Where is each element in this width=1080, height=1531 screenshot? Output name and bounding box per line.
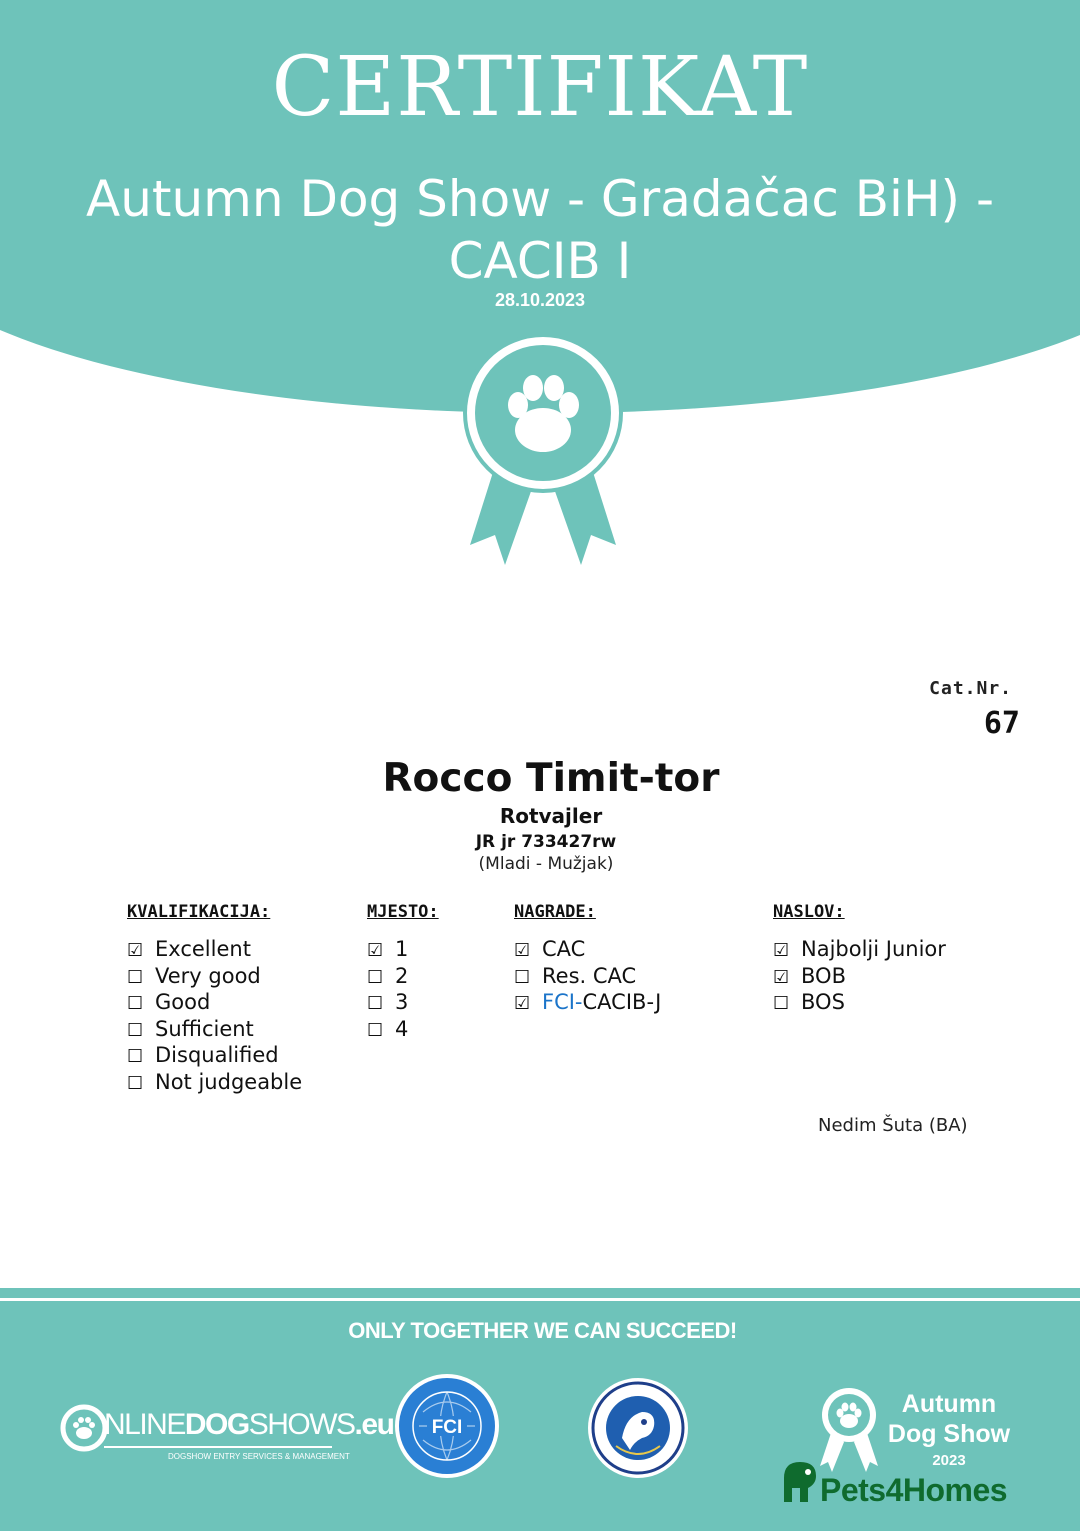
- option-place-1: ☑ 1: [367, 936, 439, 963]
- pets4homes-watermark-icon: [782, 1458, 820, 1504]
- option-sufficient: ☐ Sufficient: [127, 1016, 302, 1043]
- checkbox-empty-icon: ☐: [127, 993, 144, 1015]
- checkbox-checked-icon: ☑: [773, 966, 790, 988]
- pets4homes-watermark: Pets4Homes: [820, 1472, 1008, 1508]
- checkbox-empty-icon: ☐: [127, 966, 144, 988]
- dog-registration: JR jr 733427rw: [475, 832, 617, 852]
- autumn-dog-show-rosette-icon: [818, 1386, 880, 1474]
- judge-name: Nedim Šuta (BA): [818, 1115, 968, 1136]
- naslov-heading: NASLOV:: [773, 902, 845, 922]
- option-bos: ☐ BOS: [773, 989, 946, 1016]
- bosanski-kinoloski-savez-logo-icon: [586, 1376, 690, 1480]
- checkbox-empty-icon: ☐: [773, 993, 790, 1015]
- footer-slogan: ONLY TOGETHER WE CAN SUCCEED!: [348, 1318, 737, 1343]
- autumn-dog-show-logo-year: 2023: [932, 1452, 966, 1469]
- checkbox-checked-icon: ☑: [367, 940, 384, 961]
- nagrade-section: [514, 902, 661, 1016]
- autumn-dog-show-logo-line1: Autumn: [901, 1390, 997, 1418]
- onlinedogshows-tagline: DOGSHOW ENTRY SERVICES & MANAGEMENT: [168, 1452, 350, 1461]
- onlinedogshows-logo-icon: [60, 1400, 108, 1456]
- checkbox-empty-icon: ☐: [127, 1019, 144, 1041]
- checkbox-empty-icon: ☐: [367, 1019, 384, 1041]
- event-name-line2: CACIB I: [448, 232, 632, 290]
- checkbox-empty-icon: ☐: [367, 966, 384, 988]
- checkbox-checked-icon: ☑: [127, 940, 144, 961]
- option-res-cac: ☐ Res. CAC: [514, 963, 661, 990]
- naslov-section: [773, 902, 946, 1016]
- checkbox-empty-icon: ☐: [514, 966, 531, 988]
- option-not-judgeable: ☐ Not judgeable: [127, 1069, 302, 1096]
- kvalifikacija-section: [127, 902, 302, 1096]
- checkbox-checked-icon: ☑: [773, 940, 790, 961]
- checkbox-empty-icon: ☐: [367, 993, 384, 1015]
- svg-text:FCI: FCI: [431, 1417, 463, 1438]
- option-najbolji-junior: ☑ Najbolji Junior: [773, 936, 946, 963]
- checkbox-empty-icon: ☐: [127, 1046, 144, 1068]
- award-rosette-icon: [460, 330, 626, 575]
- option-good: ☐ Good: [127, 989, 302, 1016]
- fci-link[interactable]: FCI-: [542, 990, 583, 1015]
- fci-logo-icon: [393, 1372, 501, 1480]
- option-fci-cacib-j: ☑ FCI-CACIB-J: [514, 989, 661, 1016]
- autumn-dog-show-logo-line2: Dog Show: [887, 1420, 1011, 1448]
- checkbox-empty-icon: ☐: [127, 1072, 144, 1094]
- footer-divider: [0, 1298, 1080, 1301]
- dog-class: (Mladi - Mužjak): [478, 854, 614, 874]
- mjesto-section: [367, 902, 439, 1042]
- option-place-2: ☐ 2: [367, 963, 439, 990]
- event-date: 28.10.2023: [494, 290, 586, 310]
- event-name: [40, 168, 1040, 292]
- mjesto-heading: MJESTO:: [367, 902, 439, 922]
- catalog-number: 67: [983, 706, 1020, 741]
- option-place-4: ☐ 4: [367, 1016, 439, 1043]
- option-disqualified: ☐ Disqualified: [127, 1042, 302, 1069]
- kvalifikacija-heading: KVALIFIKACIJA:: [127, 902, 271, 922]
- catalog-number-label: Cat.Nr.: [929, 678, 1012, 699]
- checkbox-checked-icon: ☑: [514, 993, 531, 1015]
- nagrade-heading: NAGRADE:: [514, 902, 596, 922]
- option-cac: ☑ CAC: [514, 936, 661, 963]
- checkbox-checked-icon: ☑: [514, 940, 531, 961]
- dog-name: Rocco Timit-tor: [382, 756, 720, 801]
- event-name-line1: Autumn Dog Show - Gradačac BiH) -: [85, 170, 994, 228]
- dog-breed: Rotvajler: [499, 804, 603, 828]
- option-excellent: ☑ Excellent: [127, 936, 302, 963]
- certificate-title: CERTIFIKAT: [271, 40, 809, 135]
- onlinedogshows-logo-text: NLINEDOGSHOWS.eu: [104, 1408, 394, 1441]
- option-very-good: ☐ Very good: [127, 963, 302, 990]
- option-bob: ☑ BOB: [773, 963, 946, 990]
- onlinedogshows-underline: [104, 1446, 332, 1450]
- option-place-3: ☐ 3: [367, 989, 439, 1016]
